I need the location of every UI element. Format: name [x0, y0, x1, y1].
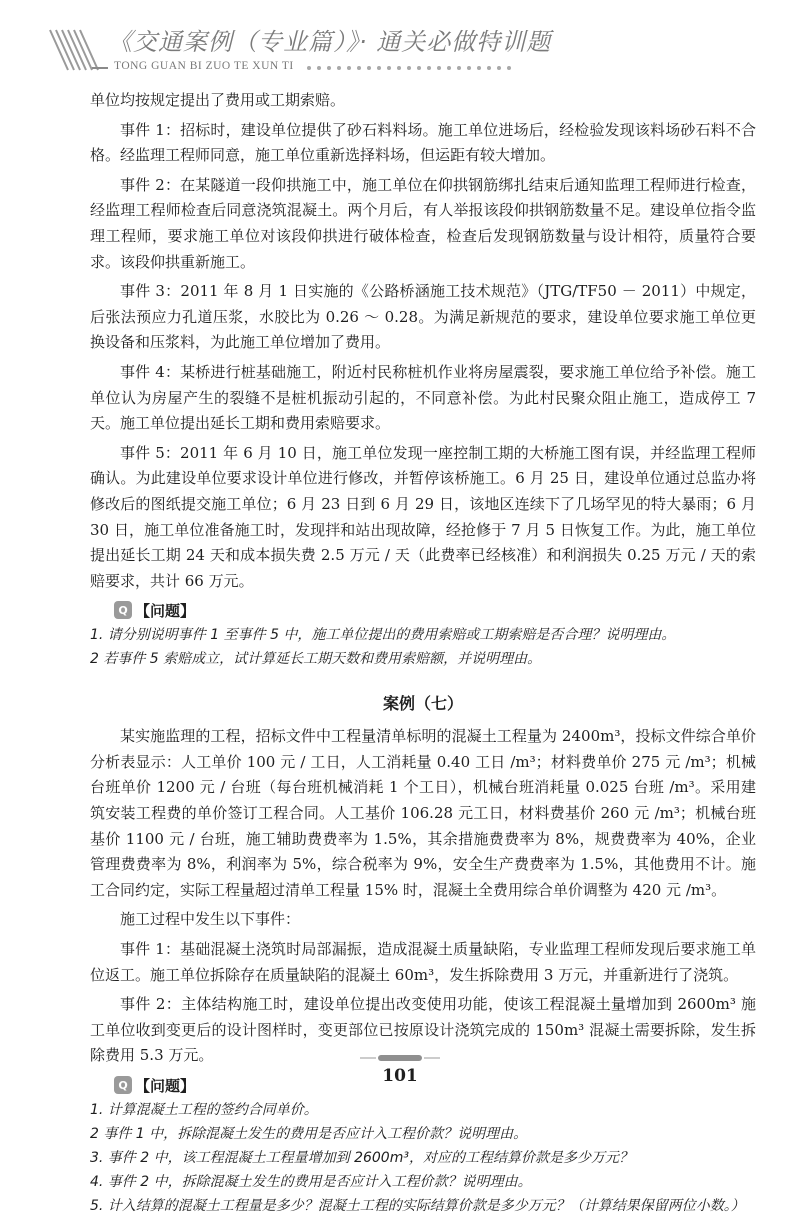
event-2-paragraph: 事件 2：在某隧道一段仰拱施工中，施工单位在仰拱钢筋绑扎结束后通知监理工程师进行检查，经监理工程师检查后同意浇筑混凝土。两个月后，有人举报该段仰拱钢筋数量不足。建设单位指令监理工程师，要求施工单位对该段仰拱进行破体检查，检查后发现钢筋数量与设计相符，质量符合要求。该段仰拱重新施工。: [90, 175, 756, 271]
questions-heading: [114, 598, 756, 622]
questions-label: 【问题】: [135, 1076, 196, 1095]
question-icon: Q: [114, 1076, 132, 1094]
case-event-2-paragraph: 事件 2：主体结构施工时，建设单位提出改变使用功能，使该工程混凝土量增加到 2600m³ 施工单位收到变更后的设计图样时，变更部位已按原设计浇筑完成的 150m³ 混凝土需要拆除，发生拆除费用 5.3 万元。: [90, 995, 756, 1065]
question-item: 2 事件 1 中，拆除混凝土发生的费用是否应计入工程价款？说明理由。: [90, 1126, 528, 1142]
event-1-paragraph: 事件 1：招标时，建设单位提供了砂石料料场。施工单位进场后，经检验发现该料场砂石料不合格。经监理工程师同意，施工单位重新选择料场，但运距有较大增加。: [90, 120, 756, 165]
case-title: 案例（七）: [382, 694, 463, 714]
page-number: 101: [382, 1066, 418, 1086]
case-intro-paragraph: 某实施监理的工程，招标文件中工程量清单标明的混凝土工程量为 2400m³，投标文件综合单价分析表显示：人工单价 100 元 / 工日，人工消耗量 0.40 工日 /m³；材料费单价 275 元 /m³；机械台班单价 1200 元 / 台班（每台班机械消耗 1 个工日），机械台班消耗量 0.025 台班 /m³。采用建筑安装工程费的单价签订工程合同。人工基价 106.28 元工日，材料费基价 260 元 /m³；机械台班基价 1100 元 / 台班，施工辅助费费率为 1.5%，其余措施费费率为 8%，规费费率为 40%，企业管理费费率为 8%，利润率为 5%，综合税率为 9%，安全生产费费率为 1.5%，其他费用不计。施工合同约定，实际工程量超过清单工程量 15% 时，混凝土全费用综合单价调整为 420 元 /m³。: [90, 727, 756, 899]
question-item: 1. 计算混凝土工程的签约合同单价。: [90, 1102, 318, 1118]
header-subtitle: TONG GUAN BI ZUO TE XUN TI: [114, 60, 294, 72]
question-item: 3. 事件 2 中，该工程混凝土工程量增加到 2600m³，对应的工程结算价款是多少万元？: [90, 1150, 633, 1166]
questions-label: 【问题】: [135, 601, 196, 620]
case-events-intro: 施工过程中发生以下事件：: [120, 910, 301, 929]
question-item: 5. 计入结算的混凝土工程量是多少？混凝土工程的实际结算价款是多少万元？（计算结果保留两位小数。）: [90, 1198, 745, 1214]
header-dots-decoration: [306, 65, 516, 71]
question-item: 1. 请分别说明事件 1 至事件 5 中，施工单位提出的费用索赔或工期索赔是否合理？说明理由。: [90, 627, 676, 644]
page-content: [90, 88, 756, 1219]
question-item: 4. 事件 2 中，拆除混凝土发生的费用是否应计入工程价款？说明理由。: [90, 1174, 532, 1190]
header-dash: [92, 67, 108, 69]
header-title: 《交通案例（专业篇）》· 通关必做特训题: [108, 28, 552, 56]
event-4-paragraph: 事件 4：某桥进行桩基础施工，附近村民称桩机作业将房屋震裂，要求施工单位给予补偿。施工单位认为房屋产生的裂缝不是桩机振动引起的，不同意补偿。为此村民聚众阻止施工，造成停工 7 天。施工单位提出延长工期和费用索赔要求。: [90, 362, 756, 433]
paragraph-continuation: 单位均按规定提出了费用或工期索赔。: [90, 91, 346, 109]
question-item: 2 若事件 5 索赔成立，试计算延长工期天数和费用索赔额，并说明理由。: [90, 651, 542, 668]
case-event-1-paragraph: 事件 1：基础混凝土浇筑时局部漏振，造成混凝土质量缺陷，专业监理工程师发现后要求施工单位返工。施工单位拆除存在质量缺陷的混凝土 60m³，发生拆除费用 3 万元，并重新进行了浇筑。: [90, 940, 756, 984]
header-subtitle-row: [92, 60, 752, 76]
event-3-paragraph: 事件 3：2011 年 8 月 1 日实施的《公路桥涵施工技术规范》（JTG/TF50 － 2011）中规定，后张法预应力孔道压浆，水胶比为 0.26 ～ 0.28。为满足新规范的要求，建设单位要求施工单位更换设备和压浆料，为此施工单位增加了费用。: [90, 282, 756, 352]
footer-ornament: [0, 1053, 800, 1063]
event-5-paragraph: 事件 5：2011 年 6 月 10 日，施工单位发现一座控制工期的大桥施工图有误，并经监理工程师确认。为此建设单位要求设计单位进行修改，并暂停该桥施工。6 月 25 日，建设单位通过总监办将修改后的图纸提交施工单位；6 月 23 日到 6 月 29 日，该地区连续下了几场罕见的特大暴雨；6 月 30 日，施工单位准备施工时，发现拌和站出现故障，经抢修于 7 月 5 日恢复工作。为此，施工单位提出延长工期 24 天和成本损失费 2.5 万元 / 天（此费率已经核准）和利润损失 0.25 万元 / 天的索赔要求，共计 66 万元。: [90, 443, 756, 590]
question-icon: Q: [114, 601, 132, 619]
